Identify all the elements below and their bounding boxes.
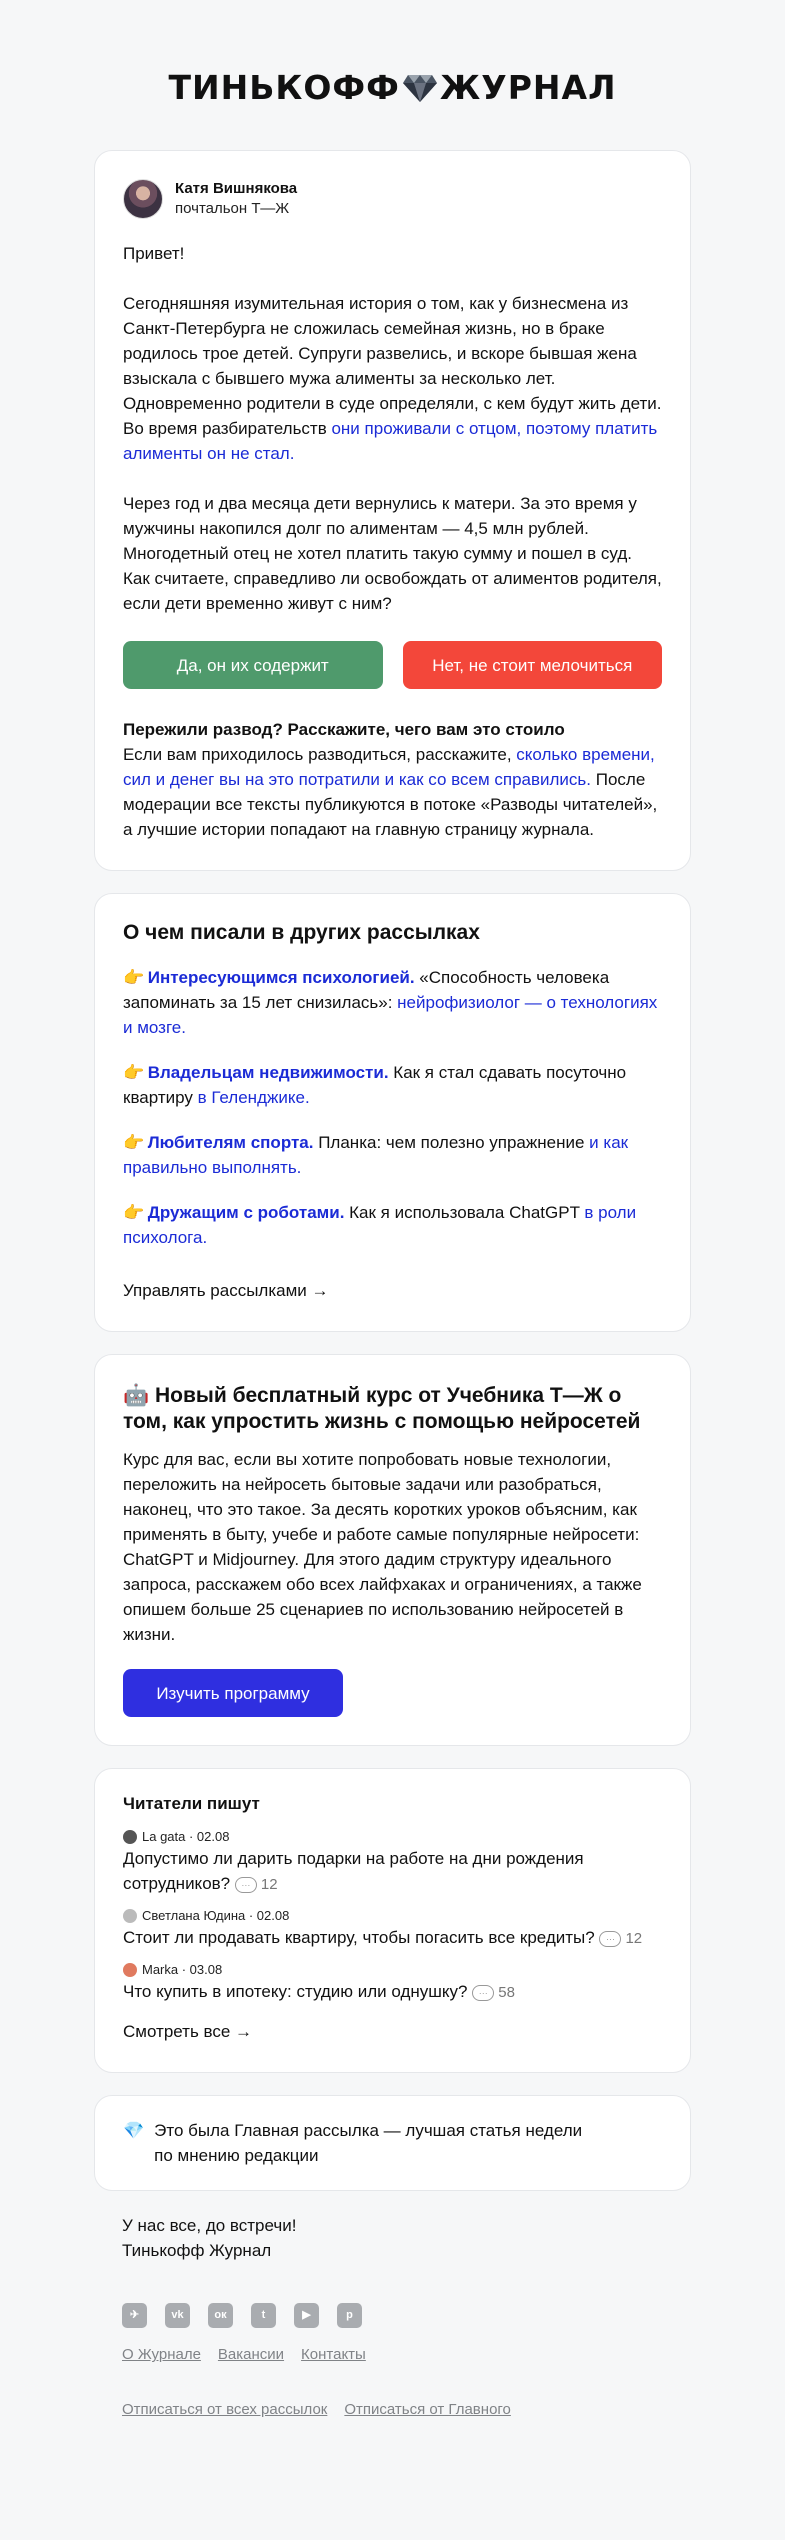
topic-item <box>123 965 662 1040</box>
vote-no-button[interactable]: Нет, не стоит мелочиться <box>403 641 663 689</box>
topic-audience-link[interactable]: Интересующимся психологией. <box>147 968 415 987</box>
footer-links <box>94 2342 691 2367</box>
question-author: Светлана Юдина · 02.08 <box>142 1908 290 1924</box>
topic-link[interactable]: нейрофизиолог — о технологиях и мозге. <box>123 993 658 1037</box>
other-newsletters-card <box>94 893 691 1332</box>
topic-item <box>123 1130 662 1180</box>
footer-link-about[interactable]: О Журнале <box>122 2346 201 2364</box>
readers-title: Читатели пишут <box>123 1794 260 1813</box>
unsubscribe-links <box>94 2397 691 2422</box>
logo-right-text: ЖУРНАЛ <box>439 68 617 107</box>
story-paragraph <box>123 291 662 466</box>
robot-icon: 🤖 <box>123 1384 150 1407</box>
question-paragraph: Через год и два месяца дети вернулись к матери. За это время у мужчины накопился долг по алиментам — 4,5 млн рублей. Многодетный отец не хотел платить такую сумму и пошел в суд. Как считаете, справедливо ли освобождать от алиментов родителя, если дети временно живут с ним? <box>123 494 662 613</box>
telegram-icon[interactable]: ✈ <box>122 2303 147 2328</box>
topic-item <box>123 1060 662 1110</box>
logo[interactable] <box>0 0 785 150</box>
readers-card <box>94 1768 691 2073</box>
course-title <box>123 1383 662 1435</box>
question-text[interactable]: Допустимо ли дарить подарки на работе на дни рождения сотрудников? <box>123 1849 584 1893</box>
unsubscribe-all-link[interactable]: Отписаться от всех рассылок <box>122 2401 328 2419</box>
comment-count <box>235 1872 278 1897</box>
avatar <box>123 1963 137 1977</box>
question-item[interactable] <box>123 1925 662 1951</box>
other-newsletters-title: О чем писали в других рассылках <box>123 921 480 944</box>
vote-buttons <box>123 641 662 689</box>
avatar <box>123 179 163 219</box>
topic-link[interactable]: в Геленджике. <box>197 1088 310 1107</box>
avatar <box>123 1830 137 1844</box>
goodbye-signature: Тинькофф Журнал <box>122 2241 272 2261</box>
comment-count-value: 12 <box>625 1930 643 1948</box>
vk-icon[interactable]: vk <box>165 2303 190 2328</box>
see-all-link[interactable]: Смотреть все → <box>123 2022 253 2042</box>
author-role: почтальон Т—Ж <box>175 200 290 217</box>
pinterest-icon[interactable]: p <box>337 2303 362 2328</box>
goodbye-line: У нас все, до встречи! <box>122 2216 297 2236</box>
topic-text: «Способность человека запоминать за 15 лет снизилась»: <box>123 968 610 1012</box>
question-meta <box>123 1828 662 1846</box>
course-title-text: Новый бесплатный курс от Учебника Т—Ж о том, как упростить жизнь с помощью нейросетей <box>123 1384 641 1433</box>
goodbye <box>94 2213 691 2263</box>
topic-audience-link[interactable]: Любителям спорта. <box>147 1133 314 1152</box>
story-text: Сегодняшняя изумительная история о том, как у бизнесмена из Санкт-Петербурга не сложилась семейная жизнь, но в браке родилось трое детей. Супруги развелись, и вскоре бывшая жена взыскала с бывшего мужа алименты за несколько лет. Одновременно родители в суде определяли, с кем будут жить дети. Во время разбирательств <box>123 294 662 438</box>
comment-count-value: 58 <box>498 1984 515 2002</box>
comment-bubble-icon: ··· <box>599 1931 621 1947</box>
logo-left-text: ТИНЬКОФФ <box>168 68 400 107</box>
comment-bubble-icon: ··· <box>472 1985 494 2001</box>
question-item[interactable] <box>123 1846 662 1897</box>
question-item[interactable] <box>123 1979 662 2005</box>
topic-audience-link[interactable]: Владельцам недвижимости. <box>147 1063 389 1082</box>
topic-item <box>123 1200 662 1250</box>
cta-title: Пережили развод? Расскажите, чего вам это стоило <box>123 720 565 739</box>
pointing-hand-icon: 👉 <box>123 968 145 987</box>
social-links <box>94 2303 691 2328</box>
odnoklassniki-icon[interactable]: ок <box>208 2303 233 2328</box>
cta-link[interactable]: сколько времени, сил и денег вы на это потратили и как со всем справились. <box>123 745 655 789</box>
greeting: Привет! <box>123 244 185 263</box>
comment-bubble-icon: ··· <box>235 1877 257 1893</box>
final-card <box>94 2095 691 2191</box>
cta-text: Если вам приходилось разводиться, расскажите, <box>123 745 517 764</box>
comment-count-value: 12 <box>260 1876 278 1894</box>
footer-link-contacts[interactable]: Контакты <box>301 2346 366 2364</box>
question-author: La gata · 02.08 <box>142 1829 230 1844</box>
comment-count <box>599 1926 642 1951</box>
author-name: Катя Вишнякова <box>175 180 298 197</box>
question-text[interactable]: Что купить в ипотеку: студию или однушку? <box>123 1982 468 2002</box>
diamond-icon <box>402 73 438 103</box>
avatar <box>123 1909 137 1923</box>
footer-link-jobs[interactable]: Вакансии <box>217 2346 285 2364</box>
story-link[interactable]: они проживали с отцом, поэтому платить алименты он не стал. <box>123 419 658 463</box>
questions-list <box>123 1828 662 2005</box>
topic-text: Планка: чем полезно упражнение <box>313 1133 590 1152</box>
unsubscribe-main-link[interactable]: Отписаться от Главного <box>344 2401 511 2419</box>
pointing-hand-icon: 👉 <box>123 1133 145 1152</box>
question-meta <box>123 1961 662 1979</box>
course-text: Курс для вас, если вы хотите попробовать новые технологии, переложить на нейросеть бытовые задачи или разобраться, наконец, что это такое. За десять коротких уроков объясним, как применять в быту, учебе и работе самые популярные нейросети: ChatGPT и Midjourney. Для этого дадим структуру идеального запроса, расскажем обо всех лайфхаках и ограничениях, а также опишем больше 25 сценариев по использованию нейросетей в жизни. <box>123 1450 642 1644</box>
letter-card <box>94 150 691 871</box>
youtube-icon[interactable]: ▶ <box>294 2303 319 2328</box>
cta-paragraph <box>123 742 662 842</box>
diamond-emoji-icon: 💎 <box>123 2121 145 2141</box>
topic-link[interactable]: и как правильно выполнять. <box>123 1133 629 1177</box>
question-author: Marka · 03.08 <box>142 1962 223 1978</box>
vote-yes-button[interactable]: Да, он их содержит <box>123 641 383 689</box>
pointing-hand-icon: 👉 <box>123 1063 145 1082</box>
cta-text-end: После модерации все тексты публикуются в потоке «Разводы читателей», а лучшие истории попадают на главную страницу журнала. <box>123 770 658 839</box>
comment-count <box>472 1980 515 2005</box>
topic-text: Как я стал сдавать посуточно квартиру <box>123 1063 627 1107</box>
topics-list <box>123 965 662 1250</box>
question-meta <box>123 1907 662 1925</box>
topic-link[interactable]: в роли психолога. <box>123 1203 637 1247</box>
course-program-button[interactable]: Изучить программу <box>123 1669 343 1717</box>
question-text[interactable]: Стоит ли продавать квартиру, чтобы погасить все кредиты? <box>123 1928 595 1948</box>
final-text: Это была Главная рассылка — лучшая статья недели по мнению редакции <box>154 2121 583 2166</box>
manage-newsletters-link[interactable]: Управлять рассылками → <box>123 1281 329 1300</box>
topic-text: Как я использовала ChatGPT <box>344 1203 585 1222</box>
pointing-hand-icon: 👉 <box>123 1203 145 1222</box>
author-block <box>123 179 662 219</box>
twitter-icon[interactable]: t <box>251 2303 276 2328</box>
topic-audience-link[interactable]: Дружащим с роботами. <box>147 1203 345 1222</box>
course-card <box>94 1354 691 1746</box>
